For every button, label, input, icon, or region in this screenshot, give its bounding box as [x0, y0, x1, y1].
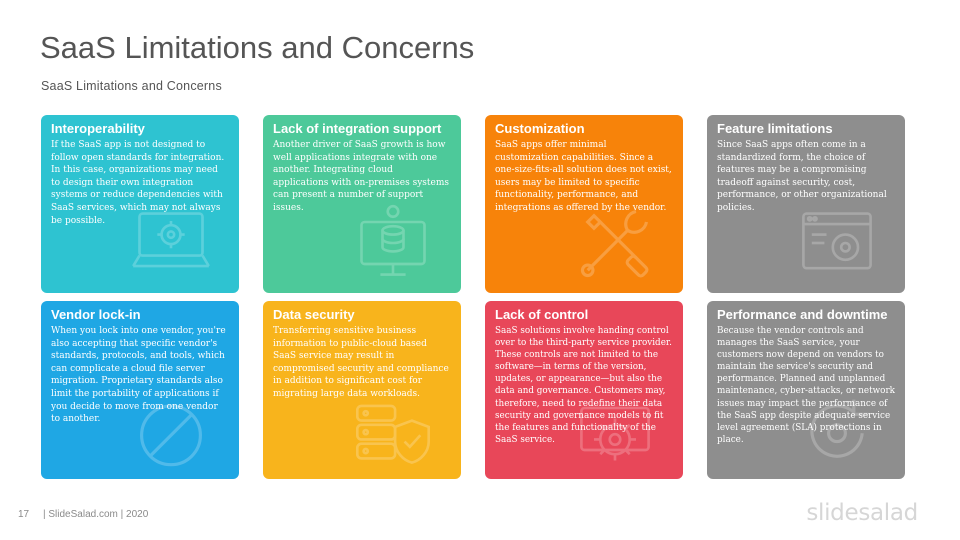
card-body: SaaS apps offer minimal customization capabilities. Since a one-size-fits-all solution does not exist, users may be limited to specific functionality, performance, and integrations as offered by the vendor. — [495, 140, 672, 213]
card-interoperability — [41, 115, 239, 293]
card-body: SaaS solutions involve handing control over to the third-party service provider. These controls are not limited to the software—in terms of the version, updates, or appearance—but also the data and governance. Customers may, therefore, need to redefine their data security and governance models to fit the features and functionality of the SaaS service. — [495, 326, 672, 445]
card-body: When you lock into one vendor, you're also accepting that specific vendor's standards, protocols, and tools, which can complicate a cloud file server migration. Proprietary standards also limit the portability of applications if you decide to move from one vendor to another. — [51, 326, 226, 425]
card-title: Lack of control — [495, 307, 589, 322]
card-title: Feature limitations — [717, 121, 833, 136]
card-lack-of-control — [485, 301, 683, 479]
card-body: If the SaaS app is not designed to follow open standards for integration. In this case, organizations may need to design their own integration systems or reduce dependencies with SaaS services, which may not always be possible. — [51, 140, 225, 226]
card-customization — [485, 115, 683, 293]
card-title: Customization — [495, 121, 585, 136]
card-data-security — [263, 301, 461, 479]
card-body: Because the vendor controls and manages the SaaS service, your customers now depend on vendors to maintain the service's security and performance. Planned and unplanned maintenance, cyber-attacks, or network issues may impact the performance of the SaaS app despite adequate service level agreement (SLA) protections in place. — [717, 326, 896, 445]
cards-grid — [41, 115, 919, 479]
card-body: Transferring sensitive business information to public-cloud based SaaS service may result in compromised security and compliance in addition to significant cost for migrating large data workloads. — [273, 326, 449, 399]
card-title: Interoperability — [51, 121, 145, 136]
card-performance-downtime — [707, 301, 905, 479]
card-vendor-lock-in — [41, 301, 239, 479]
card-title: Vendor lock-in — [51, 307, 141, 322]
footer-text: | SlideSalad.com | 2020 — [43, 509, 149, 520]
card-title: Performance and downtime — [717, 307, 888, 322]
slidesalad-logo: slidesalad — [806, 500, 918, 526]
page-subtitle: SaaS Limitations and Concerns — [41, 79, 222, 93]
card-feature-limitations — [707, 115, 905, 293]
card-title: Lack of integration support — [273, 121, 442, 136]
card-title: Data security — [273, 307, 355, 322]
card-body: Another driver of SaaS growth is how well applications integrate with one another. Integrating cloud applications with on-premises systems can present a number of support issues. — [273, 140, 449, 213]
page-number: 17 — [18, 509, 30, 520]
card-integration-support — [263, 115, 461, 293]
page-title: SaaS Limitations and Concerns — [40, 30, 475, 65]
card-body: Since SaaS apps often come in a standardized form, the choice of features may be a compromising tradeoff against security, cost, performance, or other organizational policies. — [717, 140, 887, 213]
